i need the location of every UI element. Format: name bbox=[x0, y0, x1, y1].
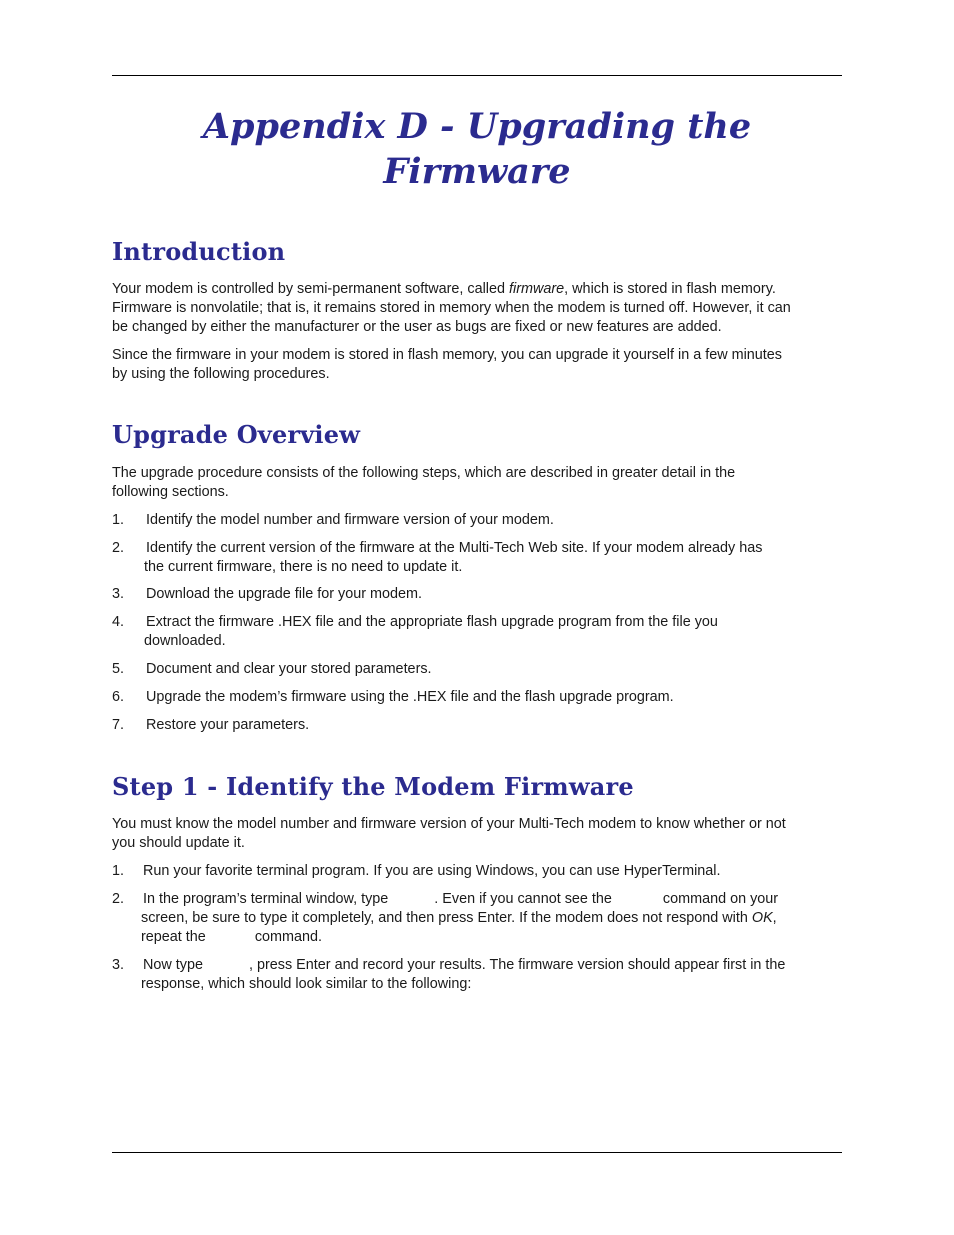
list-text-line-1: Identify the current version of the firmware at the Multi-Tech Web site. If your modem already has bbox=[146, 540, 763, 556]
list-text: Document and clear your stored parameters. bbox=[146, 661, 432, 677]
list-text-line-3 bbox=[141, 928, 842, 947]
list-text-line-3a: repeat the bbox=[141, 929, 206, 945]
list-number: 2. bbox=[112, 891, 125, 907]
overview-p-line-1: The upgrade procedure consists of the following steps, which are described in greater detail in the bbox=[112, 465, 736, 481]
list-text-line-2 bbox=[141, 909, 842, 928]
step1-heading: Step 1 - Identify the Modem Firmware bbox=[112, 772, 634, 801]
list-text: Run your favorite terminal program. If you are using Windows, you can use HyperTerminal. bbox=[143, 863, 721, 879]
list-text-line-2a: screen, be sure to type it completely, and then press Enter. If the modem does not respond with bbox=[141, 910, 752, 926]
list-text-line-1b: , press Enter and record your results. The firmware version should appear first in the bbox=[249, 957, 786, 973]
list-text-line-2: response, which should look similar to the following: bbox=[141, 976, 472, 992]
intro-paragraph-1 bbox=[112, 280, 842, 337]
list-text-line-1b: . Even if you cannot see the bbox=[434, 891, 612, 907]
upgrade-overview-heading: Upgrade Overview bbox=[112, 420, 361, 449]
top-rule bbox=[112, 75, 842, 76]
list-text bbox=[112, 956, 842, 994]
list-text: Upgrade the modem’s firmware using the .HEX file and the flash upgrade program. bbox=[146, 689, 674, 705]
intro-p1-line-3: be changed by either the manufacturer or the user as bugs are fixed or new features are added. bbox=[112, 319, 722, 335]
list-text bbox=[112, 539, 842, 577]
bottom-rule bbox=[112, 1152, 842, 1153]
list-text: Download the upgrade file for your modem. bbox=[146, 586, 422, 602]
intro-p1-text-b: , which is stored in flash memory. bbox=[564, 281, 776, 297]
intro-paragraph-2 bbox=[112, 346, 842, 384]
list-item bbox=[112, 716, 842, 735]
list-item bbox=[112, 585, 842, 604]
list-text: Restore your parameters. bbox=[146, 717, 310, 733]
list-item bbox=[112, 613, 842, 651]
overview-p-line-2: following sections. bbox=[112, 484, 229, 500]
list-item bbox=[112, 539, 842, 577]
list-item bbox=[112, 660, 842, 679]
step1-p-line-2: you should update it. bbox=[112, 835, 245, 851]
list-item bbox=[112, 511, 842, 530]
list-text-line-2: the current firmware, there is no need to update it. bbox=[144, 559, 463, 575]
list-text-line-1c: command on your bbox=[662, 891, 779, 907]
intro-p1-line-2: Firmware is nonvolatile; that is, it remains stored in memory when the modem is turned off. However, it can bbox=[112, 300, 791, 316]
list-text-line-3b: command. bbox=[254, 929, 322, 945]
list-number: 7. bbox=[112, 717, 125, 733]
list-text-line-1a: Now type bbox=[143, 957, 203, 973]
intro-p2-line-1: Since the firmware in your modem is stored in flash memory, you can upgrade it yourself in a few minutes bbox=[112, 347, 782, 363]
title-line-2: Firmware bbox=[383, 151, 571, 192]
list-text: Identify the model number and firmware version of your modem. bbox=[146, 512, 554, 528]
list-number: 2. bbox=[112, 540, 125, 556]
list-text bbox=[112, 613, 842, 651]
list-item bbox=[112, 862, 842, 881]
step1-p-line-1: You must know the model number and firmware version of your Multi-Tech modem to know whether or not bbox=[112, 816, 786, 832]
intro-p1-text-a: Your modem is controlled by semi-permanent software, called bbox=[112, 281, 509, 297]
list-text bbox=[112, 890, 842, 947]
intro-p2-line-2: by using the following procedures. bbox=[112, 366, 330, 382]
intro-p1-emphasis: firmware bbox=[509, 281, 565, 297]
list-number: 5. bbox=[112, 661, 125, 677]
list-number: 3. bbox=[112, 957, 125, 973]
step1-paragraph bbox=[112, 815, 842, 853]
introduction-heading: Introduction bbox=[112, 237, 286, 266]
list-text-line-2-emphasis: OK bbox=[751, 910, 773, 926]
list-text-line-1a: In the program’s terminal window, type bbox=[143, 891, 389, 907]
list-number: 3. bbox=[112, 586, 125, 602]
list-text-line-1: Extract the firmware .HEX file and the appropriate flash upgrade program from the file you bbox=[146, 614, 718, 630]
list-text-line-2b: , bbox=[772, 910, 777, 926]
overview-paragraph bbox=[112, 464, 842, 502]
list-item bbox=[112, 890, 842, 947]
list-number: 4. bbox=[112, 614, 125, 630]
list-number: 1. bbox=[112, 512, 125, 528]
list-item bbox=[112, 956, 842, 994]
list-number: 6. bbox=[112, 689, 125, 705]
list-text-line-2: downloaded. bbox=[144, 633, 226, 649]
title-line-1: Appendix D - Upgrading the bbox=[202, 106, 752, 147]
page-title bbox=[112, 104, 842, 194]
list-number: 1. bbox=[112, 863, 125, 879]
list-item bbox=[112, 688, 842, 707]
